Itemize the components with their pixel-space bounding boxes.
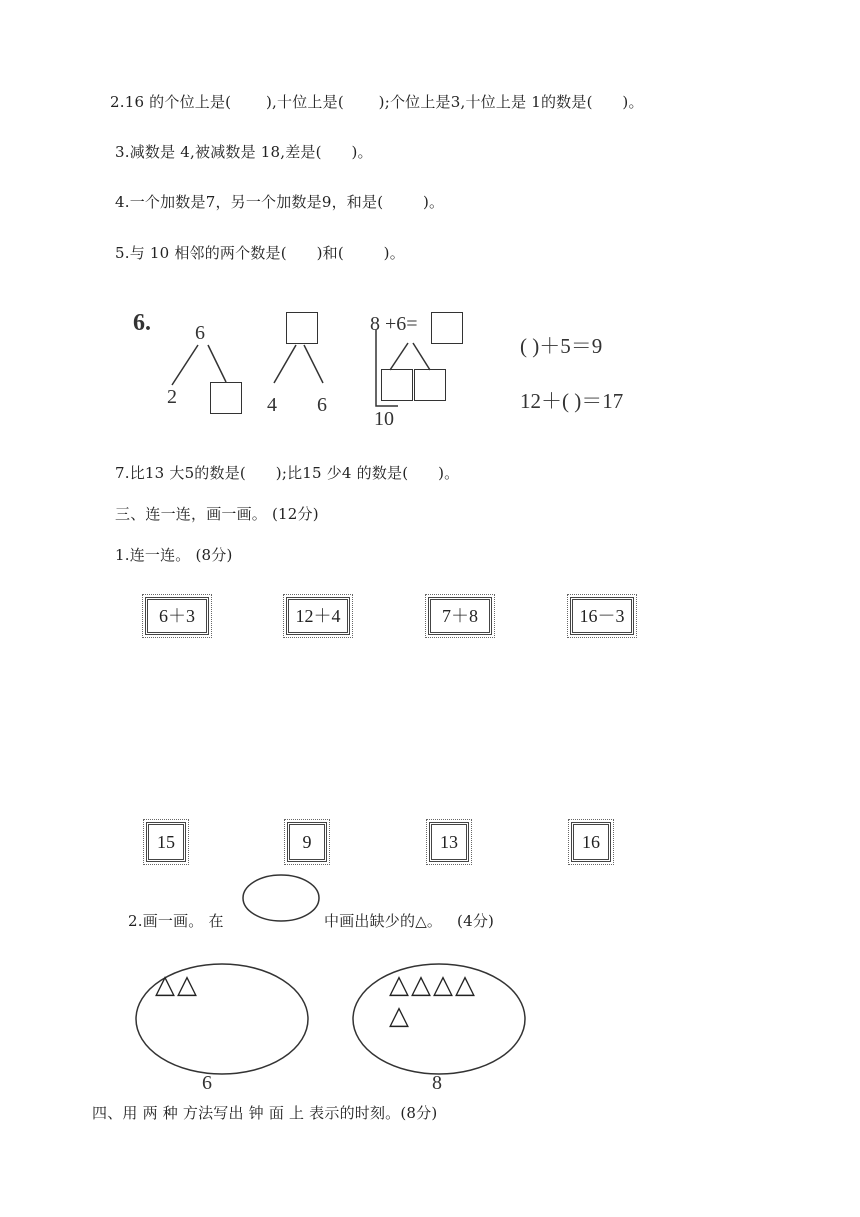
- connect-bottom-card-3[interactable]: 13: [429, 822, 469, 862]
- tree1-top-number: 6: [195, 322, 205, 344]
- tree3-bottom-number: 10: [374, 408, 394, 430]
- question-2: 2.16 的个位上是( ),十位上是( );个位上是3,十位上是 1的数是( )。: [110, 93, 644, 111]
- equation-2: 12＋( )＝17: [520, 389, 624, 413]
- oval1-number: 6: [202, 1072, 212, 1094]
- section-3-sub2-prefix: 2.画一画。 在: [128, 912, 224, 930]
- connect-top-card-1[interactable]: 6＋3: [145, 597, 209, 635]
- connect-bottom-card-2[interactable]: 9: [287, 822, 327, 862]
- oval2-triangles-row2: △: [389, 1001, 411, 1031]
- oval2-number: 8: [432, 1072, 442, 1094]
- equation-1: ( )＋5＝9: [520, 334, 603, 358]
- connect-top-card-3[interactable]: 7＋8: [428, 597, 492, 635]
- connect-top-card-2[interactable]: 12＋4: [286, 597, 350, 635]
- oval2-triangles-row1: △△△△: [389, 970, 477, 1000]
- tree2-right-number: 6: [317, 394, 327, 416]
- tree3-equation: 8 +6=: [370, 313, 418, 335]
- tree1-left-number: 2: [167, 386, 177, 408]
- section-3-sub1: 1.连一连。 (8分): [115, 546, 233, 564]
- connect-bottom-card-4[interactable]: 16: [571, 822, 611, 862]
- question-3: 3.减数是 4,被减数是 18,差是( )。: [115, 143, 373, 161]
- section-3-title: 三、连一连，画一画。 (12分): [115, 505, 319, 523]
- question-4: 4.一个加数是7，另一个加数是9，和是( )。: [115, 193, 445, 211]
- connect-bottom-card-1[interactable]: 15: [146, 822, 186, 862]
- question-7: 7.比13 大5的数是( );比15 少4 的数是( )。: [115, 464, 460, 482]
- section-4-title: 四、用 两 种 方法写出 钟 面 上 表示的时刻。(8分): [92, 1104, 438, 1122]
- section-3-sub2-suffix: 中画出缺少的△。 (4分): [324, 912, 495, 930]
- connect-top-card-4[interactable]: 16－3: [570, 597, 634, 635]
- tree2-left-number: 4: [267, 394, 277, 416]
- question-6-label: 6.: [133, 310, 151, 336]
- oval1-triangles: △△: [155, 970, 199, 1000]
- question-5: 5.与 10 相邻的两个数是( )和( )。: [115, 244, 405, 262]
